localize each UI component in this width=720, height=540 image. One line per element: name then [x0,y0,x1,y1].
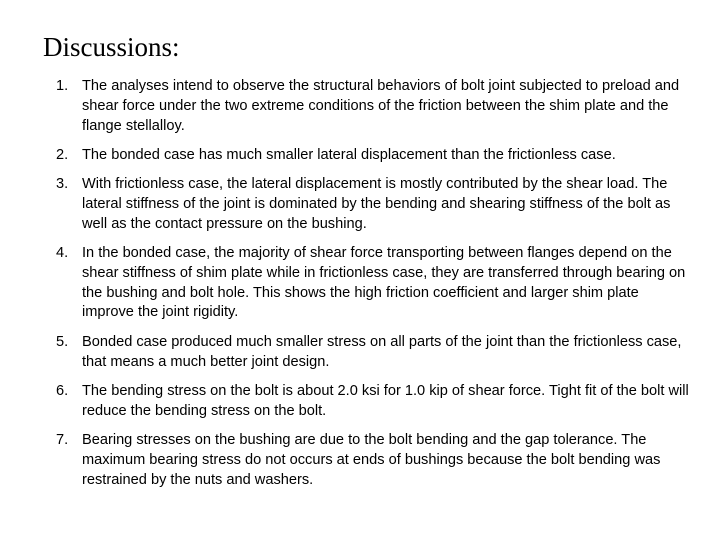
discussion-list [0,77,720,500]
page-title: Discussions: [43,32,180,62]
discussion-item-3 [0,175,720,234]
discussion-item-7 [0,431,720,490]
item-text: Bearing stresses on the bushing are due to the bolt bending and the gap tolerance. The maximum bearing stress do not occurs at ends of bushings because the bolt bending was restrained by the nuts and washers. [82,431,661,488]
discussion-item-1 [0,77,720,136]
discussion-item-4 [0,244,720,323]
item-text: The bonded case has much smaller lateral displacement than the frictionless case. [82,146,616,163]
item-text: The bending stress on the bolt is about 2.0 ksi for 1.0 kip of shear force. Tight fit of the bolt will reduce the bending stress on the bolt. [82,382,689,419]
item-number: 1. [56,78,69,94]
item-number: 6. [56,382,69,399]
item-number: 2. [56,146,69,163]
item-text: With frictionless case, the lateral displacement is mostly contributed by the shear load. The lateral stiffness of the joint is dominated by the bending and shearing stiffness of the bolt as well as the contact pressure on the bushing. [82,176,671,232]
discussion-item-5 [0,333,720,373]
item-text: Bonded case produced much smaller stress on all parts of the joint than the frictionless case, that means a much better joint design. [82,333,682,370]
item-number: 3. [56,176,69,193]
item-number: 7. [56,431,69,448]
item-text: The analyses intend to observe the structural behaviors of bolt joint subjected to preload and shear force under the two extreme conditions of the friction between the shim plate and the flange stellalloy. [82,78,680,134]
item-number: 5. [56,333,69,350]
item-number: 4. [56,245,69,262]
item-text: In the bonded case, the majority of shear force transporting between flanges depend on the shear stiffness of shim plate while in frictionless case, they are transferred through bearing on the bushing and bolt hole. This shows the high friction coefficient and larger shim plate improve the joint rigidity. [82,245,686,321]
discussion-item-6 [0,382,720,422]
discussion-item-2 [0,146,720,166]
